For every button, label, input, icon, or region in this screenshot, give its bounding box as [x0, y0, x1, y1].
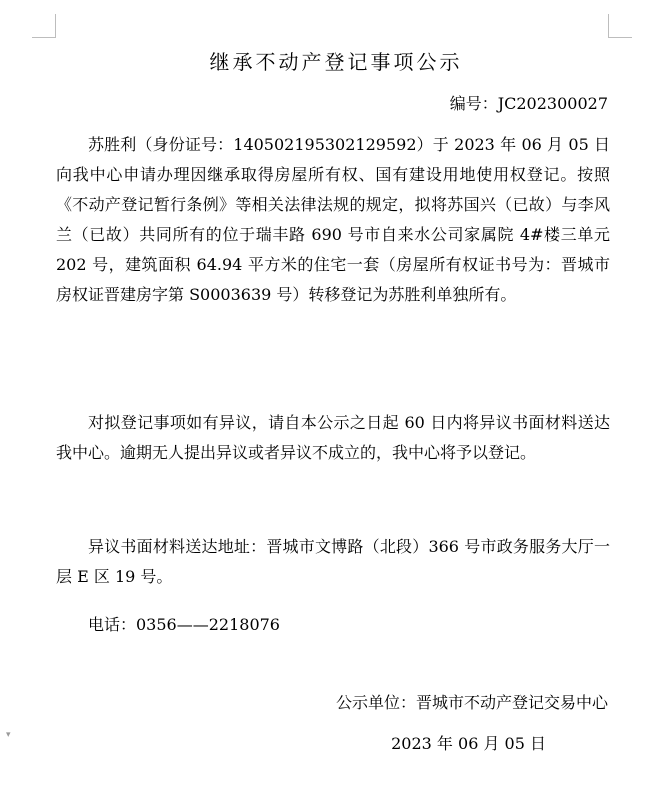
margin-arrow-icon: ▾ [6, 730, 11, 740]
crop-mark-top-left-vertical [55, 14, 56, 38]
document-number: 编号：JC202300027 [449, 94, 608, 113]
signing-unit: 公示单位：晋城市不动产登记交易中心 [335, 693, 608, 712]
crop-mark-top-right-vertical [608, 14, 609, 38]
paragraph-address: 异议书面材料送达地址：晋城市文博路（北段）366 号市政务服务大厅一层 E 区 19 号。 [56, 537, 610, 586]
document-title: 继承不动产登记事项公示 [209, 50, 463, 74]
crop-mark-top-left-horizontal [32, 37, 56, 38]
signing-date: 2023 年 06 月 05 日 [391, 734, 546, 753]
paragraph-objection: 对拟登记事项如有异议，请自本公示之日起 60 日内将异议书面材料送达我中心。逾期无人提出异议或者异议不成立的，我中心将予以登记。 [56, 413, 610, 462]
paragraph-announcement: 苏胜利（身份证号：140502195302129592）于 2023 年 06 月 05 日向我中心申请办理因继承取得房屋所有权、国有建设用地使用权登记。按照《不动产登记暂行条例》等相关法律法规的规定，拟将苏国兴（已故）与李风兰（已故）共同所有的位于瑞丰路 690 号市自来水公司家属院 4#楼三单元 202 号，建筑面积 64.94 平方米的住宅一套（房屋所有权证书号为：晋城市房权证晋建房字第 S0003639 号）转移登记为苏胜利单独所有。 [56, 135, 610, 304]
paragraph-phone: 电话：0356——2218076 [88, 615, 280, 634]
crop-mark-top-right-horizontal [608, 37, 632, 38]
